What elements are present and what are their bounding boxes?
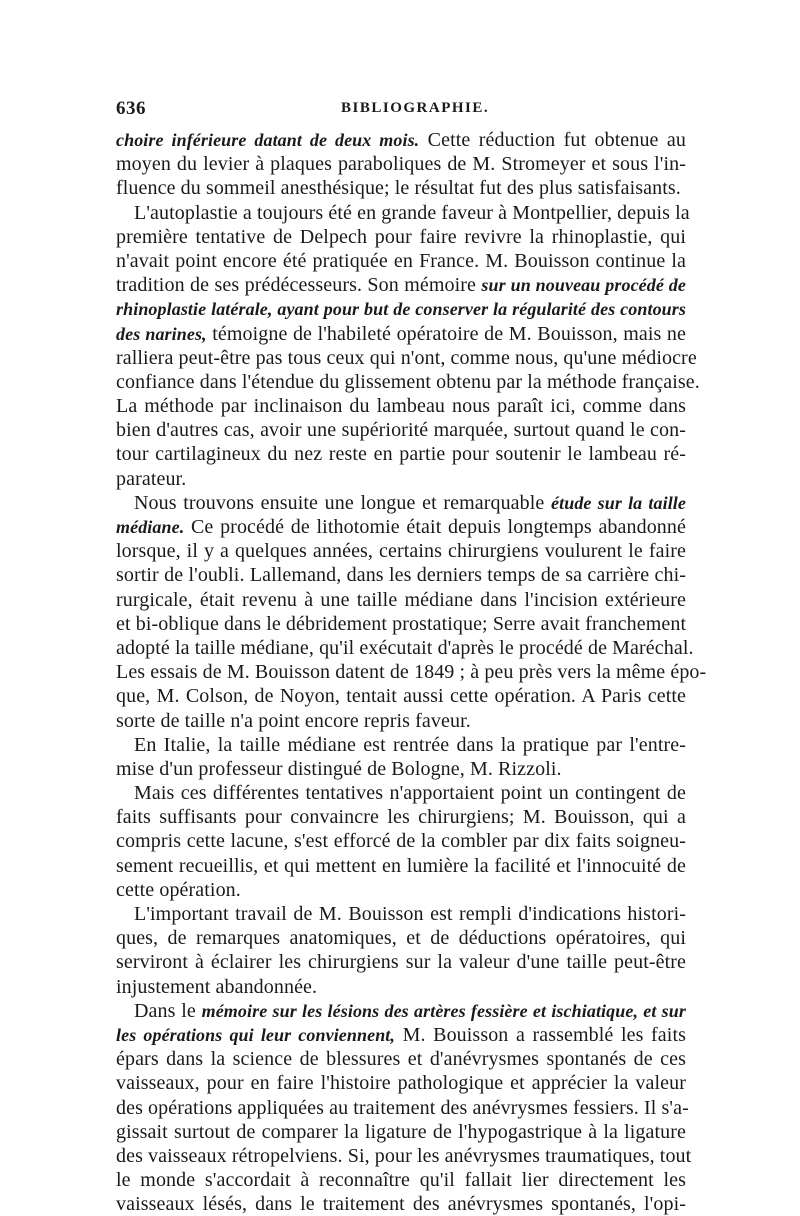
- text-segment: sortir de l'oubli. Lallemand, dans les derniers temps de sa carrière chi-: [116, 564, 686, 587]
- italic-title-segment: des narines,: [116, 323, 207, 344]
- text-line: [116, 588, 686, 612]
- text-line: [116, 878, 686, 902]
- text-segment: moyen du levier à plaques paraboliques de M. Stromeyer et sous l'in-: [116, 153, 686, 176]
- text-segment: première tentative de Delpech pour faire revivre la rhinoplastie, qui: [116, 225, 686, 248]
- text-segment: compris cette lacune, s'est efforcé de la combler par dix faits soigneu-: [116, 830, 686, 853]
- text-line: [116, 999, 686, 1023]
- text-segment: L'important travail de M. Bouisson est rempli d'indications histori-: [134, 903, 686, 925]
- text-segment: Les essais de M. Bouisson datent de 1849 ; à peu près vers la même épo-: [116, 661, 707, 684]
- text-segment: gissait surtout de comparer la ligature de l'hypogastrique à la ligature: [116, 1120, 686, 1143]
- text-segment: vaisseaux lésés, dans le traitement des anévrysmes spontanés, l'opi-: [116, 1193, 686, 1216]
- text-line: [116, 128, 686, 152]
- text-line: [116, 1168, 686, 1192]
- text-segment: des opérations appliquées au traitement des anévrysmes fessiers. Il s'a-: [116, 1096, 689, 1119]
- running-title: BIBLIOGRAPHIE.: [341, 100, 490, 116]
- italic-title-segment: choire inférieure datant de deux mois.: [116, 130, 420, 150]
- text-segment: Mais ces différentes tentatives n'apportaient point un contingent de: [134, 782, 686, 805]
- text-line: [116, 394, 686, 418]
- text-line: [116, 418, 686, 442]
- text-segment: que, M. Colson, de Noyon, tentait aussi cette opération. A Paris cette: [116, 685, 686, 708]
- text-segment: sorte de taille n'a point encore repris faveur.: [116, 709, 471, 732]
- text-segment: Ce procédé de lithotomie était depuis longtemps abandonné: [184, 516, 686, 538]
- text-line: [116, 176, 686, 200]
- text-line: [116, 152, 686, 176]
- page-number: 636: [116, 98, 146, 119]
- italic-title-segment: mémoire sur les lésions des artères fessière et ischiatique, et sur: [201, 1000, 686, 1021]
- text-segment: parateur.: [116, 467, 187, 490]
- text-segment: M. Bouisson a rassemblé les faits: [395, 1023, 686, 1046]
- text-segment: La méthode par inclinaison du lambeau nous paraît ici, comme dans: [116, 395, 686, 418]
- running-head: [116, 98, 686, 126]
- text-line: [116, 346, 697, 370]
- text-line: [116, 757, 686, 781]
- text-segment: le monde s'accordait à reconnaître qu'il fallait lier directement les: [116, 1169, 686, 1192]
- text-segment: tour cartilagineux du nez reste en partie pour soutenir le lambeau ré-: [116, 443, 686, 466]
- italic-title-segment: rhinoplastie latérale, ayant pour but de conserver la régularité des contours: [116, 299, 686, 320]
- text-line: [116, 1144, 692, 1168]
- italic-title-segment: les opérations qui leur conviennent,: [116, 1024, 396, 1045]
- text-line: [116, 733, 686, 757]
- text-segment: En Italie, la taille médiane est rentrée dans la pratique par l'entre-: [134, 733, 686, 756]
- text-segment: Dans le: [134, 999, 202, 1022]
- text-line: [116, 467, 686, 491]
- text-line: [116, 1096, 689, 1120]
- text-line: [116, 709, 686, 733]
- text-line: [116, 249, 686, 273]
- text-line: [116, 854, 686, 878]
- text-segment: sement recueillis, et qui mettent en lumière la facilité et l'innocuité de: [116, 854, 686, 877]
- text-line: [116, 636, 694, 660]
- text-segment: tradition de ses prédécesseurs. Son mémoire: [116, 274, 482, 297]
- text-segment: Cette réduction fut obtenue au: [419, 129, 686, 151]
- text-line: [116, 539, 686, 563]
- text-line: [116, 515, 686, 539]
- text-line: [116, 201, 690, 225]
- text-segment: ques, de remarques anatomiques, et de déductions opératoires, qui: [116, 927, 686, 950]
- text-segment: témoigne de l'habileté opératoire de M. Bouisson, mais ne: [206, 322, 686, 345]
- text-line: [116, 1071, 686, 1095]
- text-segment: L'autoplastie a toujours été en grande faveur à Montpellier, depuis la: [134, 201, 690, 224]
- text-line: [116, 902, 686, 926]
- text-line: [116, 1192, 686, 1216]
- text-line: [116, 491, 686, 515]
- text-segment: n'avait point encore été pratiquée en France. M. Bouisson continue la: [116, 249, 686, 272]
- text-segment: lorsque, il y a quelques années, certains chirurgiens voulurent le faire: [116, 540, 686, 563]
- text-segment: des vaisseaux rétropelviens. Si, pour les anévrysmes traumatiques, tout: [116, 1144, 692, 1167]
- text-segment: injustement abandonnée.: [116, 975, 318, 998]
- text-line: [116, 1023, 686, 1047]
- text-segment: Nous trouvons ensuite une longue et remarquable: [134, 491, 552, 514]
- text-line: [116, 926, 686, 950]
- text-line: [116, 442, 686, 466]
- text-line: [116, 297, 686, 321]
- text-segment: adopté la taille médiane, qu'il exécutait d'après le procédé de Maréchal.: [116, 636, 694, 659]
- text-segment: épars dans la science de blessures et d'anévrysmes spontanés de ces: [116, 1048, 686, 1071]
- text-segment: faits suffisants pour convaincre les chirurgiens; M. Bouisson, qui a: [116, 806, 686, 829]
- text-line: [116, 781, 686, 805]
- text-line: [116, 1047, 686, 1071]
- text-line: [116, 370, 700, 394]
- text-line: [116, 975, 686, 999]
- body-text: [116, 128, 707, 1216]
- text-segment: rurgicale, était revenu à une taille médiane dans l'incision extérieure: [116, 588, 686, 611]
- text-segment: ralliera peut-être pas tous ceux qui n'ont, comme nous, qu'une médiocre: [116, 346, 697, 369]
- text-line: [116, 829, 686, 853]
- text-line: [116, 660, 707, 684]
- text-segment: bien d'autres cas, avoir une supériorité marquée, surtout quand le con-: [116, 419, 686, 442]
- italic-title-segment: étude sur la taille: [551, 492, 686, 513]
- text-line: [116, 563, 686, 587]
- text-segment: serviront à éclairer les chirurgiens sur la valeur d'une taille peut-être: [116, 951, 686, 974]
- italic-title-segment: sur un nouveau procédé de: [481, 275, 686, 296]
- text-line: [116, 225, 686, 249]
- text-segment: cette opération.: [116, 878, 241, 901]
- text-line: [116, 273, 686, 297]
- text-line: [116, 950, 686, 974]
- text-line: [116, 612, 686, 636]
- italic-title-segment: médiane.: [116, 517, 185, 537]
- text-segment: vaisseaux, pour en faire l'histoire pathologique et apprécier la valeur: [116, 1072, 686, 1095]
- text-line: [116, 805, 686, 829]
- text-segment: mise d'un professeur distingué de Bologne, M. Rizzoli.: [116, 757, 562, 780]
- text-segment: confiance dans l'étendue du glissement obtenu par la méthode française.: [116, 370, 700, 393]
- text-segment: et bi-oblique dans le débridement prostatique; Serre avait franchement: [116, 612, 687, 635]
- text-line: [116, 322, 686, 346]
- text-segment: fluence du sommeil anesthésique; le résultat fut des plus satisfaisants.: [116, 177, 681, 200]
- text-line: [116, 684, 686, 708]
- text-line: [116, 1120, 686, 1144]
